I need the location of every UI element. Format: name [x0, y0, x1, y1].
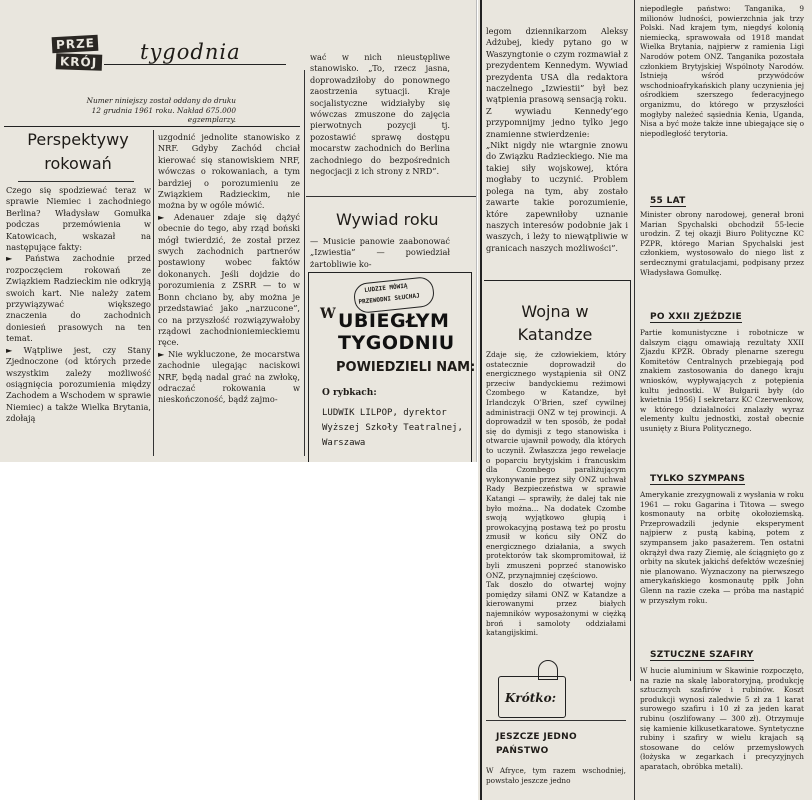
krotko-label: Krótko: [505, 691, 557, 705]
column-rule [153, 130, 154, 456]
megaphone-icon [538, 660, 558, 680]
masthead-underline [104, 64, 286, 65]
section-szafiry-text: W hucie aluminium w Skawinie rozpoczęto, na razie na skalę laboratoryjną, produkcję sztucznych szafirów i rubinów. Koszt produkcji wynosi zaledwie 5 zł za 1 karat surowego szafiru i 10 zł za jeden karat rubinu (oszlifowany — 300 zł). Otrzymuje się kamienie kilkusetkaratowe. Syntetyczne rubiny i szafiry w wielu krajach są stosowane do celów przemysłowych (łożyska w zegarkach i precyzyjnych aparatach, obróbka metali). [640, 666, 804, 771]
badge-top-text: LUDZIE MÓWIĄ [364, 282, 408, 295]
masthead-logo [52, 36, 102, 70]
ubieglym-title-line1: UBIEGŁYM [338, 310, 450, 332]
logo-bottom-text: KRÓJ [59, 54, 98, 70]
right-col1-text: legom dziennikarzom Aleksy Adżubej, kiedy pytano go w Waszyngtonie o czym rozmawiał z prezydentem Kennedym. Wywiad prezydenta USA dla redaktora naczelnego „Izwiestii” był bez wątpienia prasową sensacją roku. Z wywiadu Kennedy’ego przypomnijmy jedno tylko jego znamienne stwierdzenie: „Nikt nigdy nie wtargnie znowu do Związku Radzieckiego. Nie ma takiej siły wojskowej, która mogłaby to uczynić. Problem polega na tym, aby zostało zawarte takie porozumienie, które zapewniłoby uznanie naszych interesów podobnie jak i waszych, i leży to niewątpliwie w granicach naszych możliwości”. [486, 26, 628, 253]
article-perspektywy-col3: wać w nich nieustępliwe stanowisko. „To, rzecz jasna, doprowadziłoby do ponownego zaostrzenia sytuacji. Kraje socjalistyczne widziałyby się wówczas zmuszone do zajęcia pierwotnych pozycji tj. pozostawić sprawę dostępu mocarstw zachodnich do Berlina zachodniego do bezpośrednich negocjacji z ich strony z NRD”. [310, 52, 450, 177]
wywiad-text: — Musicie panowie zaabonować „Izwiestia” — powiedział żartobliwie ko- [310, 236, 450, 269]
section-55-lat-head: 55 LAT [650, 196, 686, 206]
ubieglym-text: LUDWIK LILPOP, dyrektor Wyższej Szkoły Teatralnej, Warszawa [322, 408, 463, 448]
ubieglym-lead: O rybkach: [322, 388, 377, 398]
ubieglym-w: W [320, 306, 336, 322]
issue-note: Numer niniejszy został oddany do druku 12 grudnia 1961 roku. Nakład 675.000 egzemplarzy. [86, 96, 236, 125]
section-szympans-head: TYLKO SZYMPANS [650, 474, 746, 484]
article-perspektywy-title: Perspektywy rokowań [27, 130, 129, 173]
krotko-stamp [498, 676, 566, 718]
section-xxii-text: Partie komunistyczne i robotnicze w dalszym ciągu omawiają rezultaty XXII Zjazdu KPZR. Obrady plenarne szeregu Komitetów Centralnych przebiegają pod znakiem zastosowania do danego kraju wniosków, wypływających z potępienia kultu jednostki. W Bułgarii były (do kwietnia 1956) I sekretarz KC Czerwenkow, w którego działalności znalazły wyraz elementy kultu jednostki, został obecnie usunięty z Biura Politycznego. [640, 328, 804, 433]
article-perspektywy-col1: Czego się spodziewać teraz w sprawie Niemiec i zachodniego Berlina? Władysław Gomułka podczas przemówienia w Katowicach, wskazał na następujące fakty: ► Państwa zachodnie przed rozpoczęciem rokowań ze Związkiem Radzieckim nie odkryją swoich kart. Nie należy zatem przywiązywać większego znaczenia do zachodnich doniesień prasowych na ten temat. ► Wątpliwe jest, czy Stany Zjednoczone (od których przede wszystkim zależy możliwość osiągnięcia porozumienia między Zachodem a Wschodem w sprawie Niemiec) a także Wielka Brytania, zdołają [6, 185, 151, 424]
column-rule [634, 0, 635, 800]
article-perspektywy-col2: uzgodnić jednolite stanowisko z NRF. Gdyby Zachód chciał kierować się stanowiskiem NRF, wówczas o rokowaniach, a tym bardziej o porozumieniu ze Związkiem Radzieckim, nie można by w ogóle mówić. ► Adenauer zdaje się dążyć obecnie do tego, aby rząd boński mógł twierdzić, że został przez swych zachodnich partnerów postawiony wobec faktów dokonanych. Jeśli dojdzie do porozumienia z ZSRR — to w Bonn chciano by, aby można je przedstawiać jako „narzucone”, co na przyszłość rozwiązywałoby rządowi zachodnioniemieckiemu ręce. ► Nie wykluczone, że mocarstwa zachodnie ulegając naciskowi NRF, będą nadal grać na zwłokę, odraczać rokowania w nieskończoność, bądź zajmo- [158, 132, 300, 405]
masthead-script-title: tygodnia [140, 40, 241, 64]
logo-bottom-block [56, 53, 103, 71]
wojna-text: Zdaje się, że człowiekiem, który ostatecznie doprowadził do energicznego wystąpienia sił ONZ przeciw bandyckiemu reżimowi Czombego w Katandze, był Irlandczyk O’Brien, szef cywilnej administracji ONZ w tej prowincji. A doprowadził w ten sposób, że podał się do dymisji z tego stanowiska i otwarcie ujawnił powody, dla których to uczynił. Zwłaszcza jego rewelacje o poparciu brytyjskim i francuskim dla Czombego paraliżującym wykonywanie przez siły ONZ uchwał Rady Bezpieczeństwa w sprawie Katangi — sprawiły, że dalej tak nie było można... Na dodatek Czombe swoją wyjątkowo głupią i prowokacyjną postawą też po prostu zmusił w końcu siły ONZ do energicznego działania, a swych protektorów tak skompromitował, iż byli zmuszeni poprzeć stanowisko ONZ, przynajmniej częściowo. Tak doszło do otwartej wojny pomiędzy siłami ONZ w Katandze a kierowanymi przez białych najemników wyposażonymi w ciężką broń i samoloty oddziałami katangijskimi. [486, 350, 626, 638]
section-55-lat-text: Minister obrony narodowej, generał broni Marian Spychalski obchodził 55-lecie urodzin. Z tej okazji Biuro Polityczne KC PZPR, którego Marian Spychalski jest członkiem, wystosowało do niego list z serdecznymi gratulacjami, podpisany przez Władysława Gomułkę. [640, 210, 804, 277]
section-szympans-text: Amerykanie zrezygnowali z wysłania w roku 1961 — roku Gagarina i Titowa — swego kosmonauty na orbitę okołoziemską. Przeprowadzili jedynie eksperyment najpierw z pustą kabiną, potem z szympansem jako pasażerem. Ten ostatni okrążył dwa razy Ziemię, ale ściągnięto go z orbity na skutek jakichś defektów wcześniej nie planowano. Wyznaczony na pierwszego amerykańskiego kosmonautę ppłk John Glenn na razie czeka — próba ma nastąpić w przyszłym roku. [640, 490, 804, 605]
right-col2-intro: niepodległe państwo: Tanganika, 9 milionów ludności, powierzchnia jak trzy Polski. Nad krajem tym, niegdyś kolonią niemiecką, sprawowała od 1918 mandat Wielka Brytania, najpierw z ramienia Ligi Narodów potem ONZ. Tanganika pozostała członkiem Brytyjskiej Wspólnoty Narodów. Istnieją wśród przywódców wschodnioafrykańskich plany uczynienia jej ośrodkiem szerszego federacyjnego organizmu, do którego w przyszłości mogłyby należeć sąsiednia Kenia, Uganda, Nisa a być może także inne ubiegające się o niepodległość terytoria. [640, 4, 804, 138]
wojna-title: Wojna w Katandze [517, 302, 593, 344]
section-xxii-head: PO XXII ZJEŹDZIE [650, 312, 742, 322]
section-rule [486, 720, 626, 721]
right-clipping [478, 0, 812, 800]
ubieglym-title-line2: TYGODNIU [338, 332, 455, 354]
badge-bottom-text: PRZEWODNI SŁUCHAJ [358, 292, 421, 306]
section-szafiry-head: SZTUCZNE SZAFIRY [650, 650, 754, 660]
wywiad-title: Wywiad roku [336, 210, 439, 229]
section-rule [306, 196, 476, 197]
column-rule [304, 70, 305, 456]
title-underline [18, 181, 134, 182]
logo-top-text: PRZE [55, 35, 96, 52]
left-clipping [0, 0, 477, 462]
left-border-rule [480, 0, 482, 800]
krotko-heading: JESZCZE JEDNO PAŃSTWO [496, 732, 577, 756]
krotko-text: W Afryce, tym razem wschodniej, powstało jeszcze jedno [486, 766, 626, 785]
ubieglym-subtitle: POWIEDZIELI NAM: [336, 360, 476, 375]
logo-top-block [52, 35, 99, 53]
